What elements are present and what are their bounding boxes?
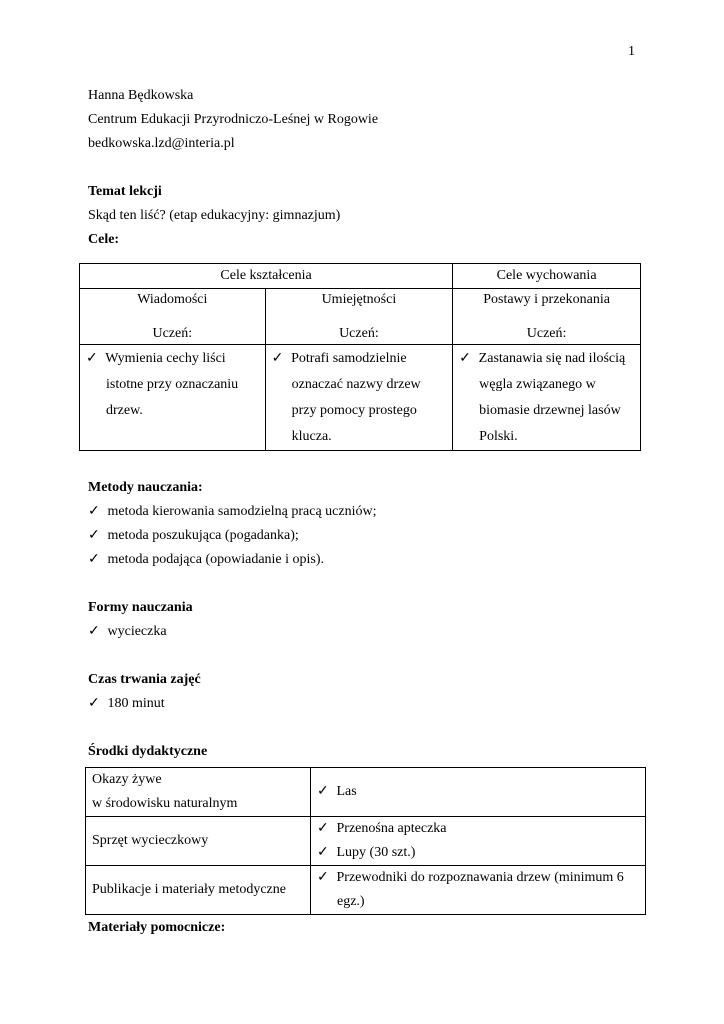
list-item: ✓ wycieczka xyxy=(88,620,193,644)
goals-col-subject: Uczeń: xyxy=(152,326,193,341)
list-item: ✓ metoda poszukująca (pogadanka); xyxy=(88,524,377,548)
goals-knowledge-items: ✓ Wymienia cechy liści istotne przy oznaczaniu drzew. xyxy=(80,345,266,451)
goals-col-subject: Uczeń: xyxy=(339,326,379,341)
check-icon: ✓ xyxy=(88,504,100,519)
check-icon: ✓ xyxy=(317,845,329,860)
check-icon: ✓ xyxy=(271,351,284,366)
aids-heading: Środki dydaktyczne xyxy=(88,744,208,759)
goals-table xyxy=(79,263,641,451)
goals-heading: Cele: xyxy=(88,232,120,247)
forms-section xyxy=(88,596,193,644)
auxiliary-heading: Materiały pomocnicze: xyxy=(88,920,226,935)
author-email: bedkowska.lzd@interia.pl xyxy=(88,136,235,151)
goals-col-title: Wiadomości xyxy=(137,292,208,307)
topic-text: Skąd ten liść? (etap edukacyjny: gimnazjum) xyxy=(88,208,341,223)
author-institution: Centrum Edukacji Przyrodniczo-Leśnej w Rogowie xyxy=(88,112,379,127)
forms-heading: Formy nauczania xyxy=(88,600,193,615)
aids-row-items: ✓ Przewodniki do rozpoznawania drzew (minimum 6 egz.) xyxy=(311,866,646,915)
goals-skills-items: ✓ Potrafi samodzielnie oznaczać nazwy drzew przy pomocy prostego klucza. xyxy=(265,345,453,451)
check-icon: ✓ xyxy=(317,821,329,836)
aids-row-items: ✓ Przenośna apteczka ✓ Lupy (30 szt.) xyxy=(311,817,646,866)
goals-col-title: Postawy i przekonania xyxy=(483,292,610,307)
check-icon: ✓ xyxy=(88,528,100,543)
methods-heading: Metody nauczania: xyxy=(88,480,203,495)
goals-col-title: Umiejętności xyxy=(321,292,397,307)
auxiliary-section xyxy=(88,916,225,940)
goals-group-upbringing: Cele wychowania xyxy=(453,264,641,289)
check-icon: ✓ xyxy=(317,870,329,885)
list-item: ✓ 180 minut xyxy=(88,692,201,716)
goals-col-attitudes xyxy=(453,289,641,345)
aids-row-label: Okazy żywe w środowisku naturalnym xyxy=(86,768,311,817)
check-icon: ✓ xyxy=(459,351,471,366)
topic-heading: Temat lekcji xyxy=(88,184,162,199)
list-item: ✓ metoda podająca (opowiadanie i opis). xyxy=(88,548,377,572)
aids-table xyxy=(85,767,646,915)
goals-col-subject: Uczeń: xyxy=(526,326,567,341)
check-icon: ✓ xyxy=(88,624,100,639)
goals-group-education: Cele kształcenia xyxy=(80,264,453,289)
page-number: 1 xyxy=(628,44,635,59)
aids-section xyxy=(88,740,207,764)
goals-col-skills xyxy=(265,289,453,345)
topic-section xyxy=(88,180,340,252)
methods-section xyxy=(88,476,377,572)
check-icon: ✓ xyxy=(88,696,100,711)
goals-attitudes-items: ✓ Zastanawia się nad ilością węgla związanego w biomasie drzewnej lasów Polski. xyxy=(453,345,641,451)
author-block xyxy=(88,84,378,156)
aids-row-items: ✓ Las xyxy=(311,768,646,817)
check-icon: ✓ xyxy=(88,552,100,567)
list-item: ✓ metoda kierowania samodzielną pracą uczniów; xyxy=(88,500,377,524)
check-icon: ✓ xyxy=(317,784,329,799)
duration-heading: Czas trwania zajęć xyxy=(88,672,201,687)
goals-col-knowledge xyxy=(80,289,266,345)
check-icon: ✓ xyxy=(86,351,98,366)
author-name: Hanna Będkowska xyxy=(88,88,194,103)
duration-section xyxy=(88,668,201,716)
aids-row-label: Publikacje i materiały metodyczne xyxy=(86,866,311,915)
aids-row-label: Sprzęt wycieczkowy xyxy=(86,817,311,866)
